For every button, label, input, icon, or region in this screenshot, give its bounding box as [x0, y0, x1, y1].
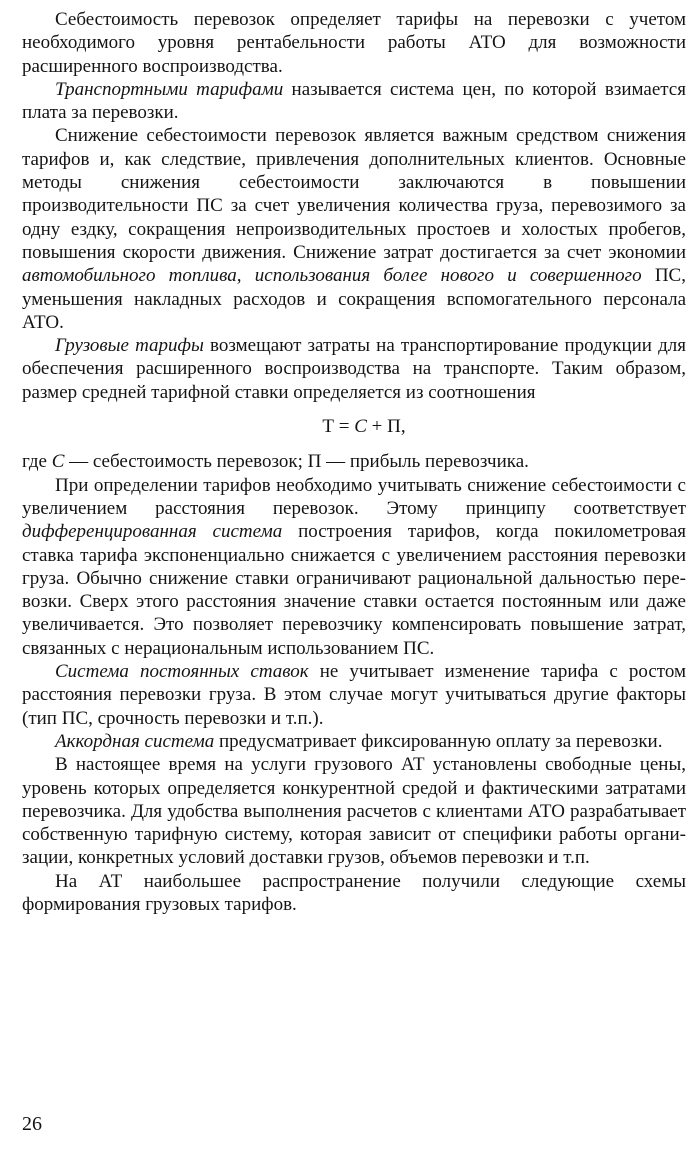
paragraph-text: не учитывает изменение тарифа с ростом расстояния перевозки груза. В этом случае могут учитываться другие факторы (тип ПС, срочность перевозки и т.п.). — [22, 661, 687, 729]
paragraph-constant-rates — [22, 660, 686, 730]
term-constant-rates: Система постоянных ставок — [55, 661, 309, 683]
paragraph-transport-tariffs-definition — [22, 78, 686, 125]
paragraph-cost-reduction-methods — [22, 124, 686, 334]
paragraph-cargo-tariffs — [22, 334, 686, 404]
paragraph-tariff-schemes — [22, 870, 686, 917]
legend-variable: С — [51, 451, 65, 473]
term-lump-sum-system: Аккордная система — [55, 730, 215, 752]
paragraph-text: Себестоимость перевозок определяет тарифы на перевозки с учетом необходимого уровня рентабельности работы АТО для возможности расширенного воспроизводства. — [22, 9, 686, 77]
paragraph-free-prices — [22, 753, 686, 869]
formula-right: + П, — [366, 416, 406, 438]
paragraph-lump-sum-system — [22, 730, 686, 753]
term-cargo-tariffs: Грузовые тарифы — [55, 335, 204, 357]
page-number: 26 — [22, 1113, 42, 1135]
paragraph-text: возмещают затраты на транспортирование продукции для обеспечения расширенного воспроизводства на транспорте. Таким образом, размер средней тарифной ставки определяется из соотношения — [22, 335, 687, 403]
term-differentiated-system: дифференцированная система — [22, 521, 283, 543]
paragraph-cost-defines-tariffs — [22, 8, 686, 78]
paragraph-text: построения тарифов, когда покилометровая ставка тарифа экспоненциально снижается с увеличением расстояния перевозки груза. Обычно снижение ставки ограничивают рациональной дальностью перевозки. Сверх этого расстояния значение ставки остается постоянным или даже увеличивается. Это позволяет перевозчику компенсировать повышение затрат, связанных с нерациональным использованием ПС. — [22, 521, 686, 659]
paragraph-text: На АТ наибольшее распространение получили следующие схемы формирования грузовых тарифов. — [22, 870, 686, 915]
formula-legend — [22, 450, 686, 473]
italic-phrase: автомобильного топлива, использования более нового и совершенного — [22, 265, 642, 287]
paragraph-text: В настоящее время на услуги грузового АТ установлены свободные цены, уровень которых определяется конкурентной средой и фактическими затратами перевозчика. Для удобства выполнения расчетов с клиентами АТО разрабатывает собственную тарифную систему, которая зависит от специфики работы организации, конкретных условий доставки грузов, объемов перевозки и т.п. — [22, 754, 686, 869]
legend-text: — себестоимость перевозок; П — прибыль перевозчика. — [64, 451, 529, 473]
formula-left: Т = — [322, 416, 355, 438]
formula-variable-cost: С — [354, 416, 367, 438]
legend-prefix: где — [22, 451, 52, 473]
paragraph-text: ПС, уменьшения накладных расходов и сокращения вспомогательного персонала АТО. — [22, 265, 686, 333]
term-transport-tariffs: Транспортными тарифами — [55, 78, 284, 100]
tariff-formula — [22, 415, 686, 438]
paragraph-text: При определении тарифов необходимо учитывать снижение себестоимости с увеличением расстояния перевозок. Этому принципу соответствует — [22, 474, 686, 519]
paragraph-text: называется система цен, по которой взимается плата за перевозки. — [22, 78, 686, 124]
paragraph-text: Снижение себестоимости перевозок является важным средством снижения тарифов и, как следствие, привлечения дополнительных клиентов. Основные методы снижения себестоимости заключаются в повышении производительности ПС за счет увеличения количества груза, перевозимого за одну ездку, сокращения непроизводительных простоев и холостых пробегов, повышения скорости движения. Снижение затрат достигается за счет экономии — [22, 125, 686, 263]
paragraph-differentiated-system — [22, 474, 686, 660]
paragraph-text: предусматривает фиксированную оплату за перевозки. — [214, 730, 663, 752]
